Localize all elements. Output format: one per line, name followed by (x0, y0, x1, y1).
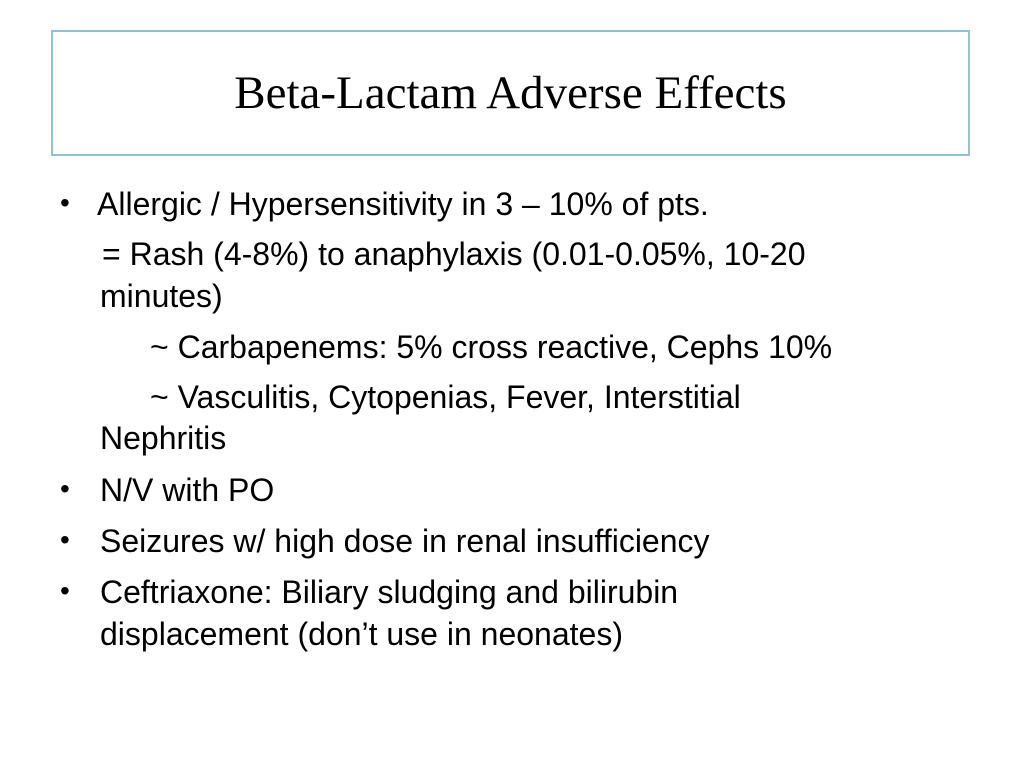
list-item-ceftriaxone-line1: Ceftriaxone: Biliary sludging and bilirubin (100, 574, 679, 610)
list-item-nv: N/V with PO (100, 472, 275, 508)
bullet-dot: • (60, 187, 70, 218)
slide-title: Beta-Lactam Adverse Effects (234, 66, 787, 119)
list-item-allergic: Allergic / Hypersensitivity in 3 – 10% of pts. (97, 186, 709, 222)
bullet-dot: • (60, 524, 70, 555)
sub-item-vasculitis-line1: ~ Vasculitis, Cytopenias, Fever, Interstitial (150, 379, 741, 415)
list-item-seizures: Seizures w/ high dose in renal insufficiency (100, 523, 710, 559)
sub-item-vasculitis-line2: Nephritis (100, 420, 227, 456)
sub-item-carbapenems: ~ Carbapenems: 5% cross reactive, Cephs 10% (150, 329, 833, 365)
list-item-ceftriaxone-line2: displacement (don’t use in neonates) (100, 616, 623, 652)
bullet-dot: • (60, 575, 70, 606)
bullet-dot: • (60, 473, 70, 504)
sub-item-rash-line1: = Rash (4-8%) to anaphylaxis (0.01-0.05%, 10-20 (102, 236, 806, 272)
sub-item-rash-line2: minutes) (100, 278, 223, 314)
